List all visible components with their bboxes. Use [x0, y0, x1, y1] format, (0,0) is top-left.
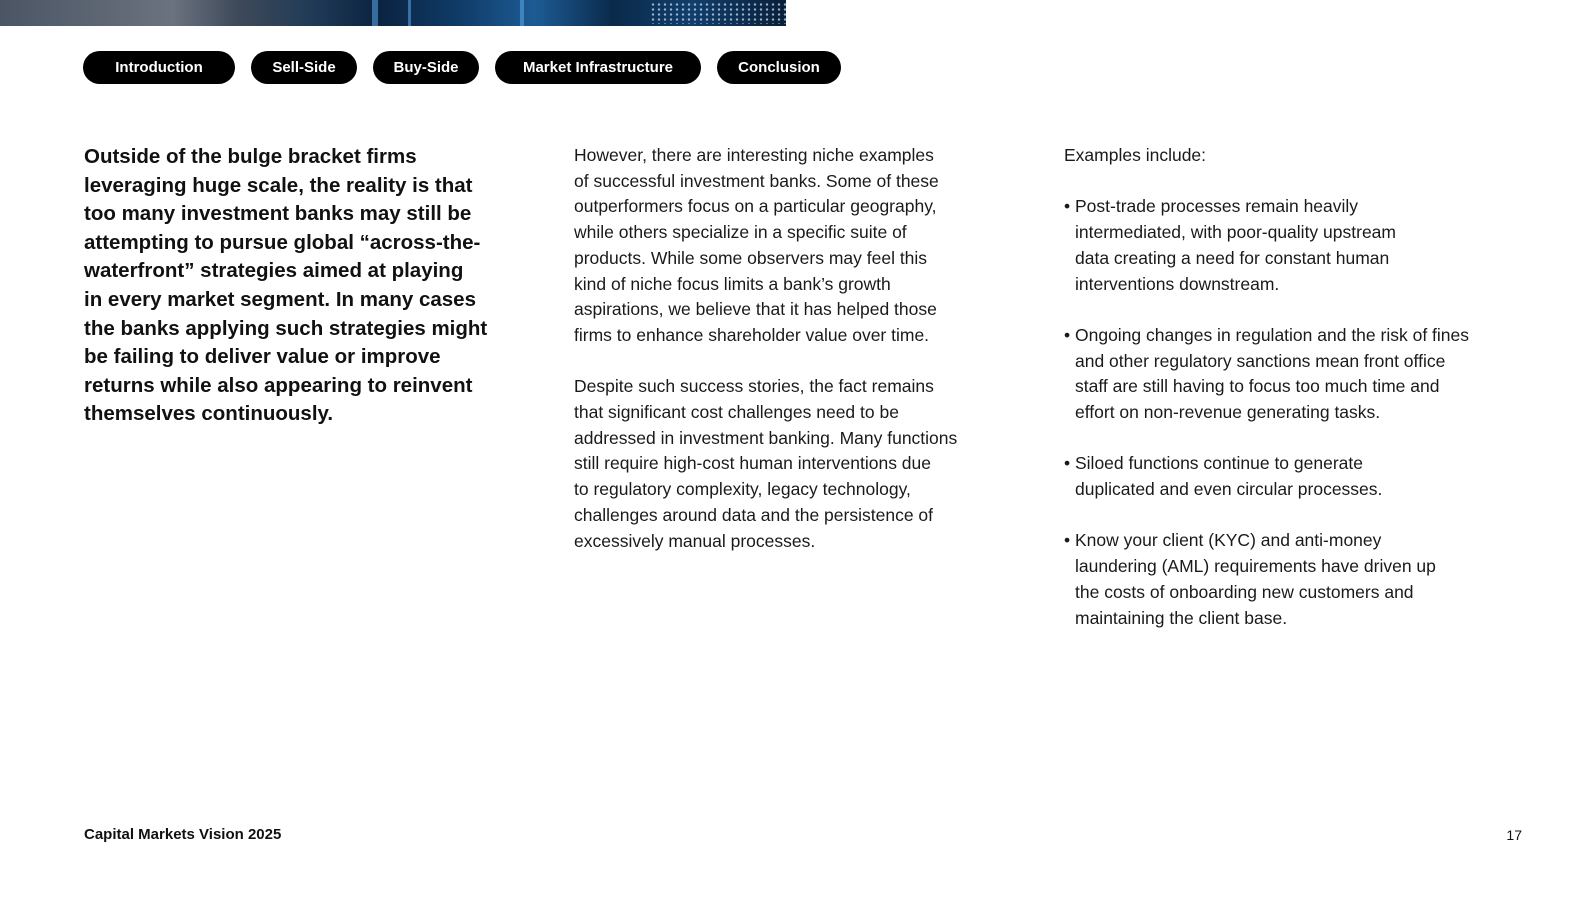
- tab-introduction[interactable]: Introduction: [83, 51, 235, 84]
- list-item: [1064, 323, 1534, 426]
- lead-paragraph: [84, 143, 524, 429]
- bullet-icon: •: [1064, 324, 1071, 345]
- right-column: [1064, 143, 1534, 657]
- header-image: [0, 0, 786, 26]
- header-image-light-streak: [408, 0, 411, 26]
- list-item: [1064, 528, 1534, 631]
- tab-sell-side[interactable]: Sell-Side: [251, 51, 357, 84]
- bullet-icon: •: [1064, 196, 1071, 217]
- list-item-text: Siloed functions continue to generate duplicated and even circular processes.: [1075, 453, 1383, 500]
- list-item: [1064, 194, 1534, 297]
- body-paragraph: However, there are interesting niche examples of successful investment banks. Some of these outperformers focus on a particular geography, while others specialize in a specific suite of products. While some observers may feel this kind of niche focus limits a bank’s growth aspirations, we believe that it has helped those firms to enhance shareholder value over time.: [574, 145, 939, 345]
- header-image-light-streak: [520, 0, 524, 26]
- tab-conclusion[interactable]: Conclusion: [717, 51, 841, 84]
- list-item-text: Know your client (KYC) and anti-money laundering (AML) requirements have driven up the costs of onboarding new customers and maintaining the client base.: [1075, 530, 1436, 628]
- examples-list: [1064, 194, 1534, 631]
- list-item-text: Post-trade processes remain heavily intermediated, with poor-quality upstream data creating a need for constant human interventions downstream.: [1075, 196, 1396, 294]
- tab-buy-side[interactable]: Buy-Side: [373, 51, 479, 84]
- examples-intro: Examples include:: [1064, 145, 1207, 165]
- bullet-icon: •: [1064, 530, 1071, 551]
- header-image-light-streak: [372, 0, 378, 26]
- bullet-icon: •: [1064, 453, 1071, 474]
- list-item: [1064, 451, 1534, 502]
- body-paragraph: Despite such success stories, the fact remains that significant cost challenges need to be addressed in investment banking. Many functions still require high-cost human interventions due to regulatory complexity, legacy technology, challenges around data and the persistence of excessively manual processes.: [574, 376, 958, 551]
- page-number: 17: [1506, 827, 1522, 843]
- tab-market-infrastructure[interactable]: Market Infrastructure: [495, 51, 701, 84]
- middle-column: [574, 143, 1024, 580]
- footer-title: Capital Markets Vision 2025: [84, 826, 282, 843]
- header-image-lights: [650, 2, 786, 24]
- lead-text: Outside of the bulge bracket firms leveraging huge scale, the reality is that too many investment banks may still be attempting to pursue global “across-the- waterfront” strategies aimed at playing in every market segment. In many cases the banks applying such strategies might be failing to deliver value or improve returns while also appearing to reinvent themselves continuously.: [84, 145, 488, 426]
- list-item-text: Ongoing changes in regulation and the risk of fines and other regulatory sanctions mean front office staff are still having to focus too much time and effort on non-revenue generating tasks.: [1075, 324, 1470, 422]
